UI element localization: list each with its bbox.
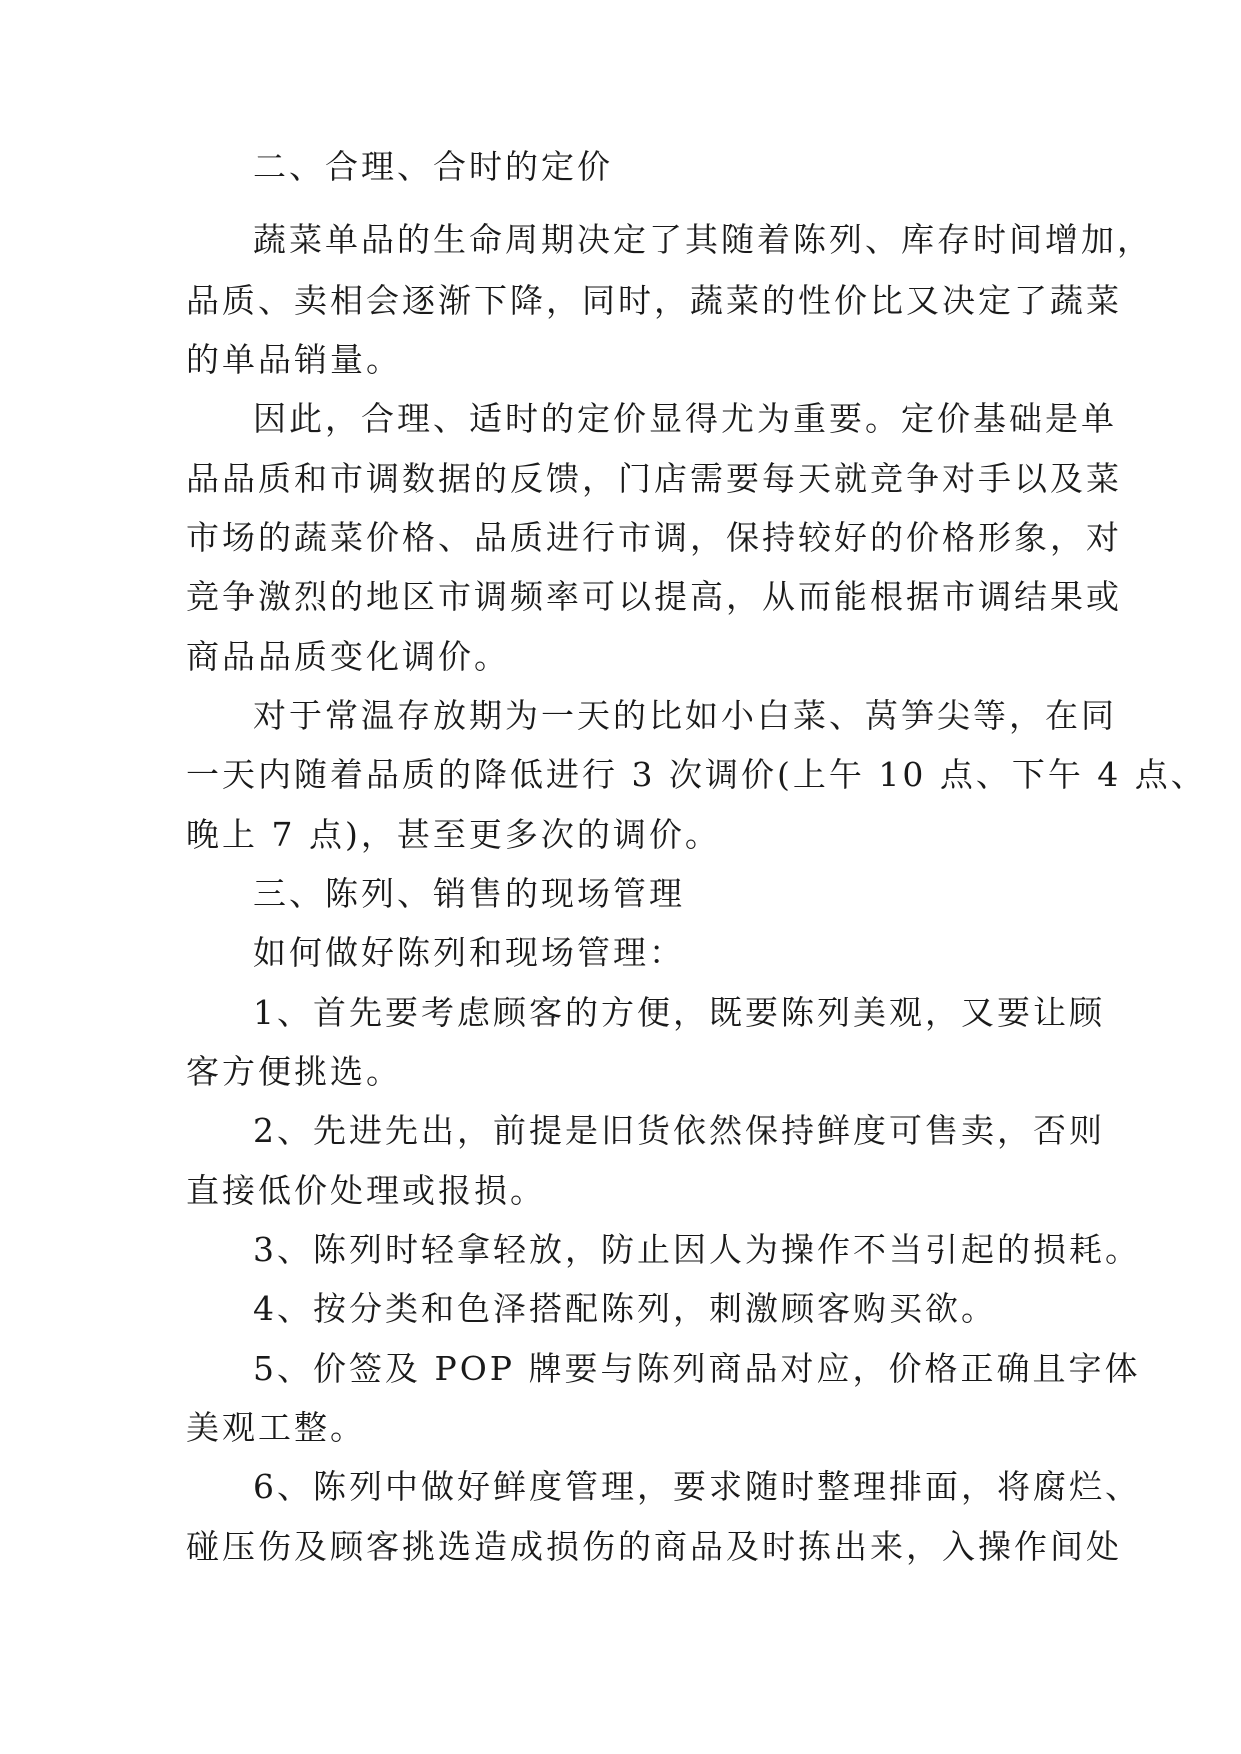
list-item-2: 2、先进先出，前提是旧货依然保持鲜度可售卖，否则 [253, 1111, 1105, 1150]
paragraph-line: 竞争激烈的地区市调频率可以提高，从而能根据市调结果或 [186, 577, 1122, 616]
paragraph-line: 因此，合理、适时的定价显得尤为重要。定价基础是单 [253, 399, 1117, 438]
paragraph-line: 商品品质变化调价。 [186, 637, 510, 676]
paragraph-line: 品质、卖相会逐渐下降，同时，蔬菜的性价比又决定了蔬菜 [186, 281, 1122, 320]
paragraph-line: 晚上 7 点)，甚至更多次的调价。 [186, 815, 721, 854]
paragraph-line: 对于常温存放期为一天的比如小白菜、莴笋尖等，在同 [253, 696, 1117, 735]
list-item-6-cont: 碰压伤及顾客挑选造成损伤的商品及时拣出来，入操作间处 [186, 1527, 1122, 1566]
heading-display-management: 三、陈列、销售的现场管理 [253, 874, 685, 913]
paragraph-line: 一天内随着品质的降低进行 3 次调价(上午 10 点、下午 4 点、 [186, 755, 1207, 794]
list-item-1-cont: 客方便挑选。 [186, 1052, 402, 1091]
paragraph-line: 的单品销量。 [186, 340, 402, 379]
paragraph-line: 如何做好陈列和现场管理： [253, 933, 685, 972]
list-item-6: 6、陈列中做好鲜度管理，要求随时整理排面，将腐烂、 [253, 1467, 1141, 1506]
paragraph-line: 市场的蔬菜价格、品质进行市调，保持较好的价格形象，对 [186, 518, 1122, 557]
list-item-5-cont: 美观工整。 [186, 1408, 366, 1447]
paragraph-line: 品品质和市调数据的反馈，门店需要每天就竞争对手以及菜 [186, 459, 1122, 498]
list-item-5: 5、价签及 POP 牌要与陈列商品对应，价格正确且字体 [253, 1349, 1141, 1388]
list-item-4: 4、按分类和色泽搭配陈列，刺激顾客购买欲。 [253, 1289, 997, 1328]
list-item-2-cont: 直接低价处理或报损。 [186, 1171, 546, 1210]
paragraph-line: 蔬菜单品的生命周期决定了其随着陈列、库存时间增加， [253, 220, 1153, 259]
list-item-3: 3、陈列时轻拿轻放，防止因人为操作不当引起的损耗。 [253, 1230, 1141, 1269]
list-item-1: 1、首先要考虑顾客的方便，既要陈列美观，又要让顾 [253, 993, 1105, 1032]
heading-pricing: 二、合理、合时的定价 [253, 147, 613, 186]
